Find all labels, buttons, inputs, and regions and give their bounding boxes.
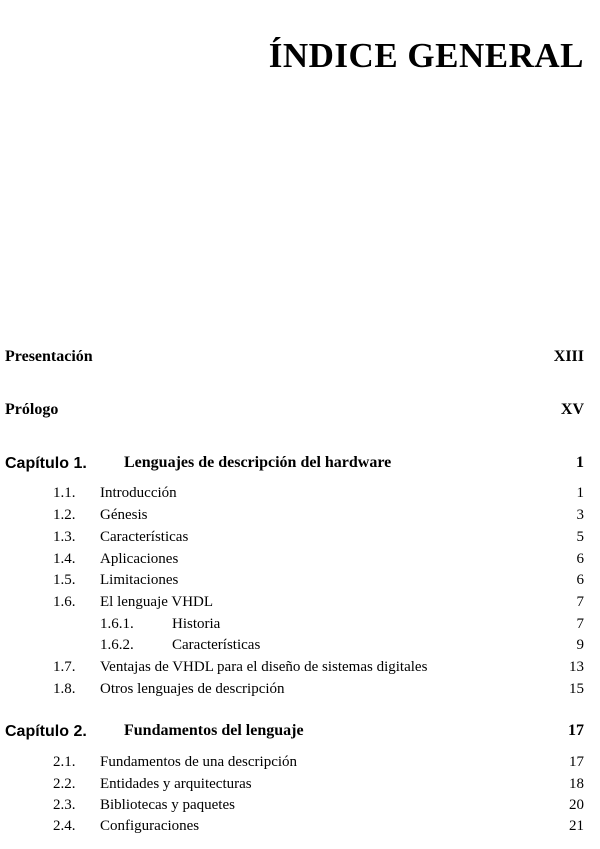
section-page: 13 [569,659,584,675]
section-number: 2.2. [53,776,76,792]
section-title: El lenguaje VHDL [100,594,214,610]
page-title: ÍNDICE GENERAL [268,36,584,75]
subsection-number: 1.6.2. [100,637,134,653]
subsection-page: 9 [576,637,584,653]
section-title: Características [100,529,189,545]
section-page: 3 [576,507,584,523]
subsection-number: 1.6.1. [100,616,134,632]
toc-section [0,594,600,616]
entry-label: Presentación [5,348,93,365]
toc-section [0,507,600,529]
toc-section [0,754,600,776]
section-number: 2.1. [53,754,76,770]
section-page: 7 [576,594,584,610]
entry-page: XV [560,401,584,418]
section-title: Génesis [100,507,148,523]
section-page: 18 [569,776,584,792]
section-title: Aplicaciones [100,551,179,567]
section-page: 20 [569,797,584,813]
chapter-number: Capítulo 1. [5,455,87,472]
toc-section [0,797,600,819]
section-number: 1.3. [53,529,76,545]
section-title: Otros lenguajes de descripción [100,681,285,697]
section-page: 21 [569,818,584,834]
chapter-page: 17 [568,722,584,739]
section-page: 1 [576,485,584,501]
toc-section [0,485,600,507]
entry-label: Prólogo [5,401,59,418]
subsection-title: Historia [172,616,221,632]
section-number: 1.8. [53,681,76,697]
section-number: 1.1. [53,485,76,501]
section-page: 15 [569,681,584,697]
chapter-heading-1 [0,454,600,476]
section-title: Entidades y arquitecturas [100,776,252,792]
chapter-page: 1 [576,454,584,471]
chapter-title: Fundamentos del lenguaje [124,722,304,739]
toc-section [0,818,600,840]
toc-entry-prologo [0,401,600,423]
section-title: Bibliotecas y paquetes [100,797,235,813]
section-title: Fundamentos de una descripción [100,754,298,770]
toc-entry-presentacion [0,348,600,370]
section-title: Ventajas de VHDL para el diseño de sistemas digitales [100,659,428,675]
toc-section [0,659,600,681]
section-title: Limitaciones [100,572,179,588]
chapter-number: Capítulo 2. [5,723,87,740]
toc-section [0,529,600,551]
section-page: 5 [576,529,584,545]
section-number: 1.2. [53,507,76,523]
section-title: Introducción [100,485,177,501]
section-title: Configuraciones [100,818,200,834]
subsection-page: 7 [576,616,584,632]
section-page: 17 [569,754,584,770]
section-number: 1.4. [53,551,76,567]
chapter-title: Lenguajes de descripción del hardware [124,454,392,471]
toc-section [0,551,600,573]
section-number: 2.3. [53,797,76,813]
toc-section [0,572,600,594]
section-number: 1.6. [53,594,76,610]
toc-section [0,776,600,798]
section-number: 2.4. [53,818,76,834]
entry-page: XIII [553,348,584,365]
chapter-heading-2 [0,722,600,744]
section-number: 1.7. [53,659,76,675]
section-number: 1.5. [53,572,76,588]
toc-subsection [0,616,600,638]
subsection-title: Características [172,637,261,653]
section-page: 6 [576,551,584,567]
toc-section [0,681,600,703]
section-page: 6 [576,572,584,588]
toc-subsection [0,637,600,659]
